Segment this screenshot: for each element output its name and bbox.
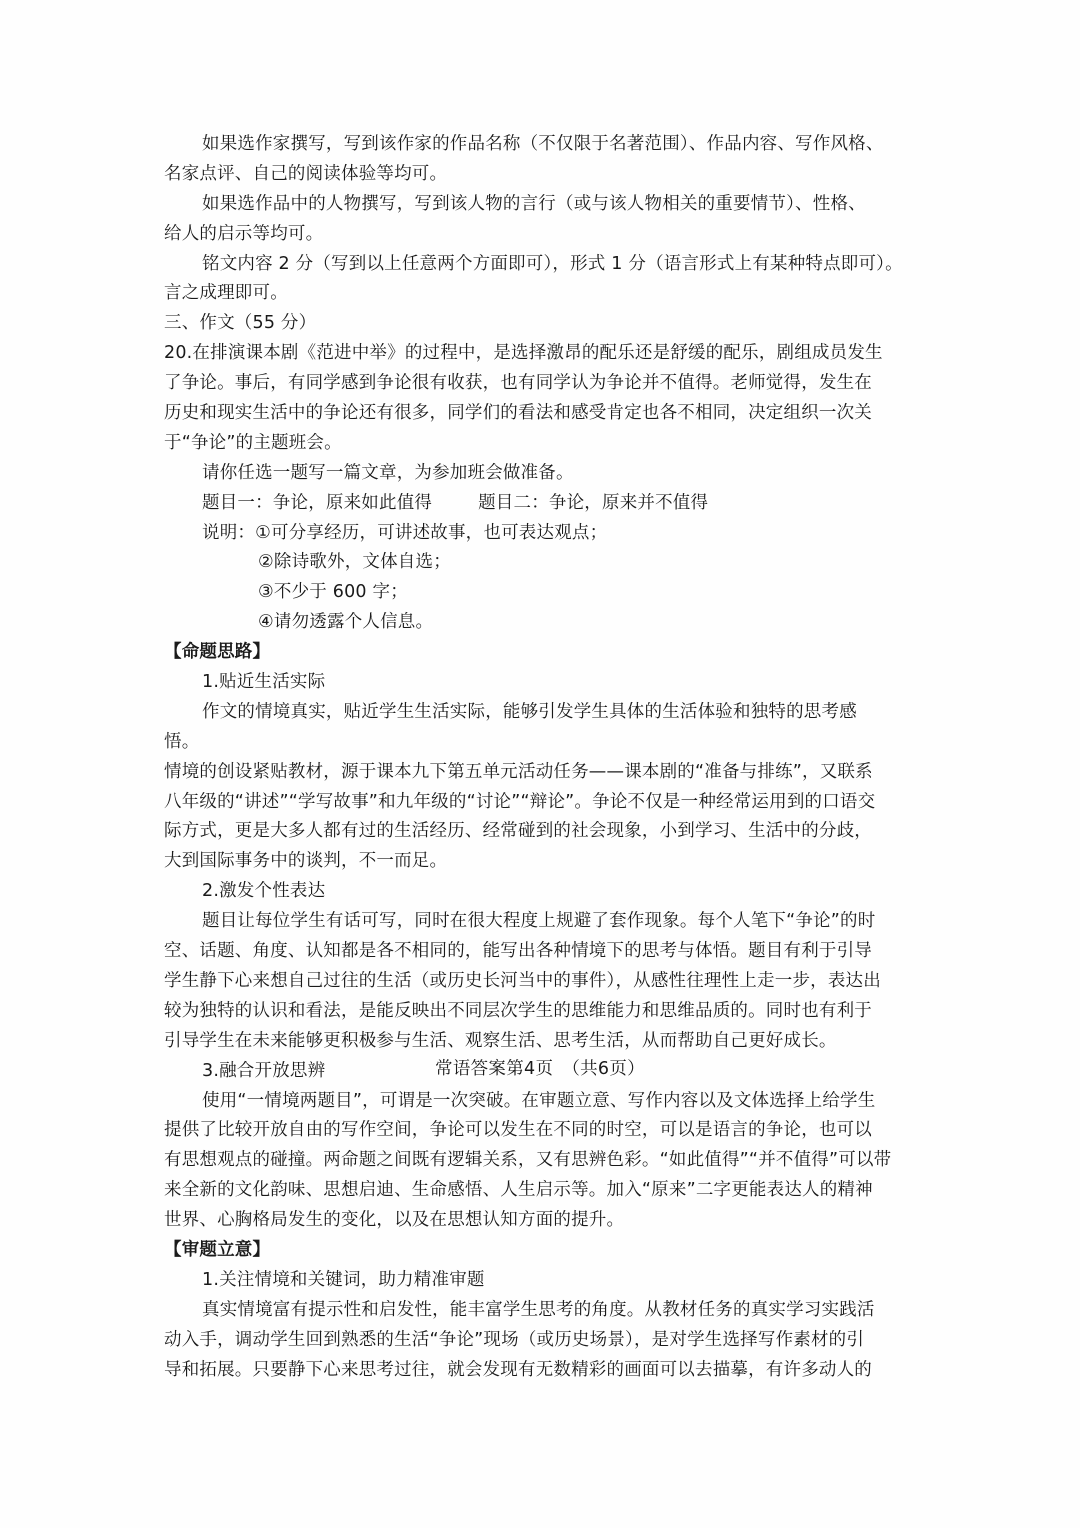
section-heading: 【命题思路】: [164, 642, 271, 663]
paragraph-line: 使用“一情境两题目”，可谓是一次突破。在审题立意、写作内容以及文体选择上给学生: [202, 1090, 876, 1111]
question-line: 20.在排演课本剧《范进中举》的过程中，是选择激昂的配乐还是舒缓的配乐，剧组成员发生: [164, 343, 883, 364]
paragraph-line: 真实情境富有提示性和启发性，能丰富学生思考的角度。从教材任务的真实学习实践活: [202, 1299, 875, 1320]
subheading: 2.激发个性表达: [202, 881, 326, 902]
subheading: 1.贴近生活实际: [202, 672, 326, 693]
paragraph-line: 空、话题、角度、认知都是各不相同的，能写出各种情境下的思考与体悟。题目有利于引导: [164, 941, 872, 962]
subheading: 1.关注情境和关键词，助力精准审题: [202, 1269, 485, 1290]
paragraph-line: 提供了比较开放自由的写作空间，争论可以发生在不同的时空，可以是语言的争论，也可以: [164, 1120, 872, 1141]
paragraph-line: 大到国际事务中的谈判，不一而足。: [164, 851, 448, 872]
paragraph-line: 学生静下心来想自己过往的生活（或历史长河当中的事件），从感性往理性上走一步，表达出: [164, 970, 881, 991]
page-footer: 常语答案第4页 （共6页）: [435, 1059, 645, 1079]
question-line: 请你任选一题写一篇文章，为参加班会做准备。: [202, 462, 574, 483]
section-heading: 三、作文（55 分）: [164, 313, 317, 334]
paragraph-line: 如果选作品中的人物撰写，写到该人物的言行（或与该人物相关的重要情节）、性格、: [202, 193, 866, 214]
paragraph-line: 悟。: [164, 731, 200, 752]
instruction-line: ②除诗歌外，文体自选；: [258, 552, 451, 573]
paragraph-line: 给人的启示等均可。: [164, 223, 324, 244]
paragraph-line: 题目让每位学生有话可写，同时在很大程度上规避了套作现象。每个人笔下“争论”的时: [202, 911, 876, 932]
paragraph-line: 际方式，更是大多人都有过的生活经历、经常碰到的社会现象，小到学习、生活中的分歧，: [164, 821, 872, 842]
paragraph-line: 来全新的文化韵味、思想启迪、生命感悟、人生启示等。加入“原来”二字更能表达人的精神: [164, 1180, 873, 1201]
paragraph-line: 导和拓展。只要静下心来思考过往，就会发现有无数精彩的画面可以去描摹，有许多动人的: [164, 1359, 872, 1380]
topic-one: 题目一：争论，原来如此值得: [202, 492, 433, 513]
topic-two: 题目二：争论，原来并不值得: [478, 492, 709, 513]
paragraph-line: 有思想观点的碰撞。两命题之间既有逻辑关系，又有思辨色彩。“如此值得”“并不值得”可以带: [164, 1150, 892, 1171]
instruction-line: 说明：①可分享经历，可讲述故事，也可表达观点；: [202, 522, 608, 543]
instruction-line: ③不少于 600 字；: [258, 582, 408, 603]
paragraph-line: 八年级的“讲述”“学写故事”和九年级的“讨论”“辩论”。争论不仅是一种经常运用到的口语交: [164, 791, 876, 812]
paragraph-line: 动入手，调动学生回到熟悉的生活“争论”现场（或历史场景），是对学生选择写作素材的引: [164, 1329, 865, 1350]
topic-line: [164, 489, 954, 519]
paragraph-line: 世界、心胸格局发生的变化，以及在思想认知方面的提升。: [164, 1210, 625, 1231]
paragraph-line: 如果选作家撰写，写到该作家的作品名称（不仅限于名著范围）、作品内容、写作风格、: [202, 134, 884, 154]
question-line: 于“争论”的主题班会。: [164, 432, 342, 453]
paragraph-line: 情境的创设紧贴教材，源于课本九下第五单元活动任务——课本剧的“准备与排练”，又联系: [164, 761, 873, 782]
paragraph-line: 引导学生在未来能够更积极参与生活、观察生活、思考生活，从而帮助自己更好成长。: [164, 1030, 837, 1051]
instruction-line: ④请勿透露个人信息。: [258, 612, 434, 633]
question-line: 了争论。事后，有同学感到争论很有收获，也有同学认为争论并不值得。老师觉得，发生在: [164, 373, 872, 394]
paragraph-line: 言之成理即可。: [164, 283, 288, 304]
section-heading: 【审题立意】: [164, 1239, 271, 1260]
paragraph-line: 名家点评、自己的阅读体验等均可。: [164, 163, 448, 184]
subheading: 3.融合开放思辨: [202, 1060, 326, 1081]
page-content: [164, 130, 954, 1385]
question-line: 历史和现实生活中的争论还有很多，同学们的看法和感受肯定也各不相同，决定组织一次关: [164, 403, 872, 424]
paragraph-line: 铭文内容 2 分（写到以上任意两个方面即可），形式 1 分（语言形式上有某种特点即可）。: [202, 253, 903, 274]
paragraph-line: 较为独特的认识和看法，是能反映出不同层次学生的思维能力和思维品质的。同时也有利于: [164, 1000, 872, 1021]
paragraph-line: 作文的情境真实，贴近学生生活实际，能够引发学生具体的生活体验和独特的思考感: [202, 701, 857, 722]
